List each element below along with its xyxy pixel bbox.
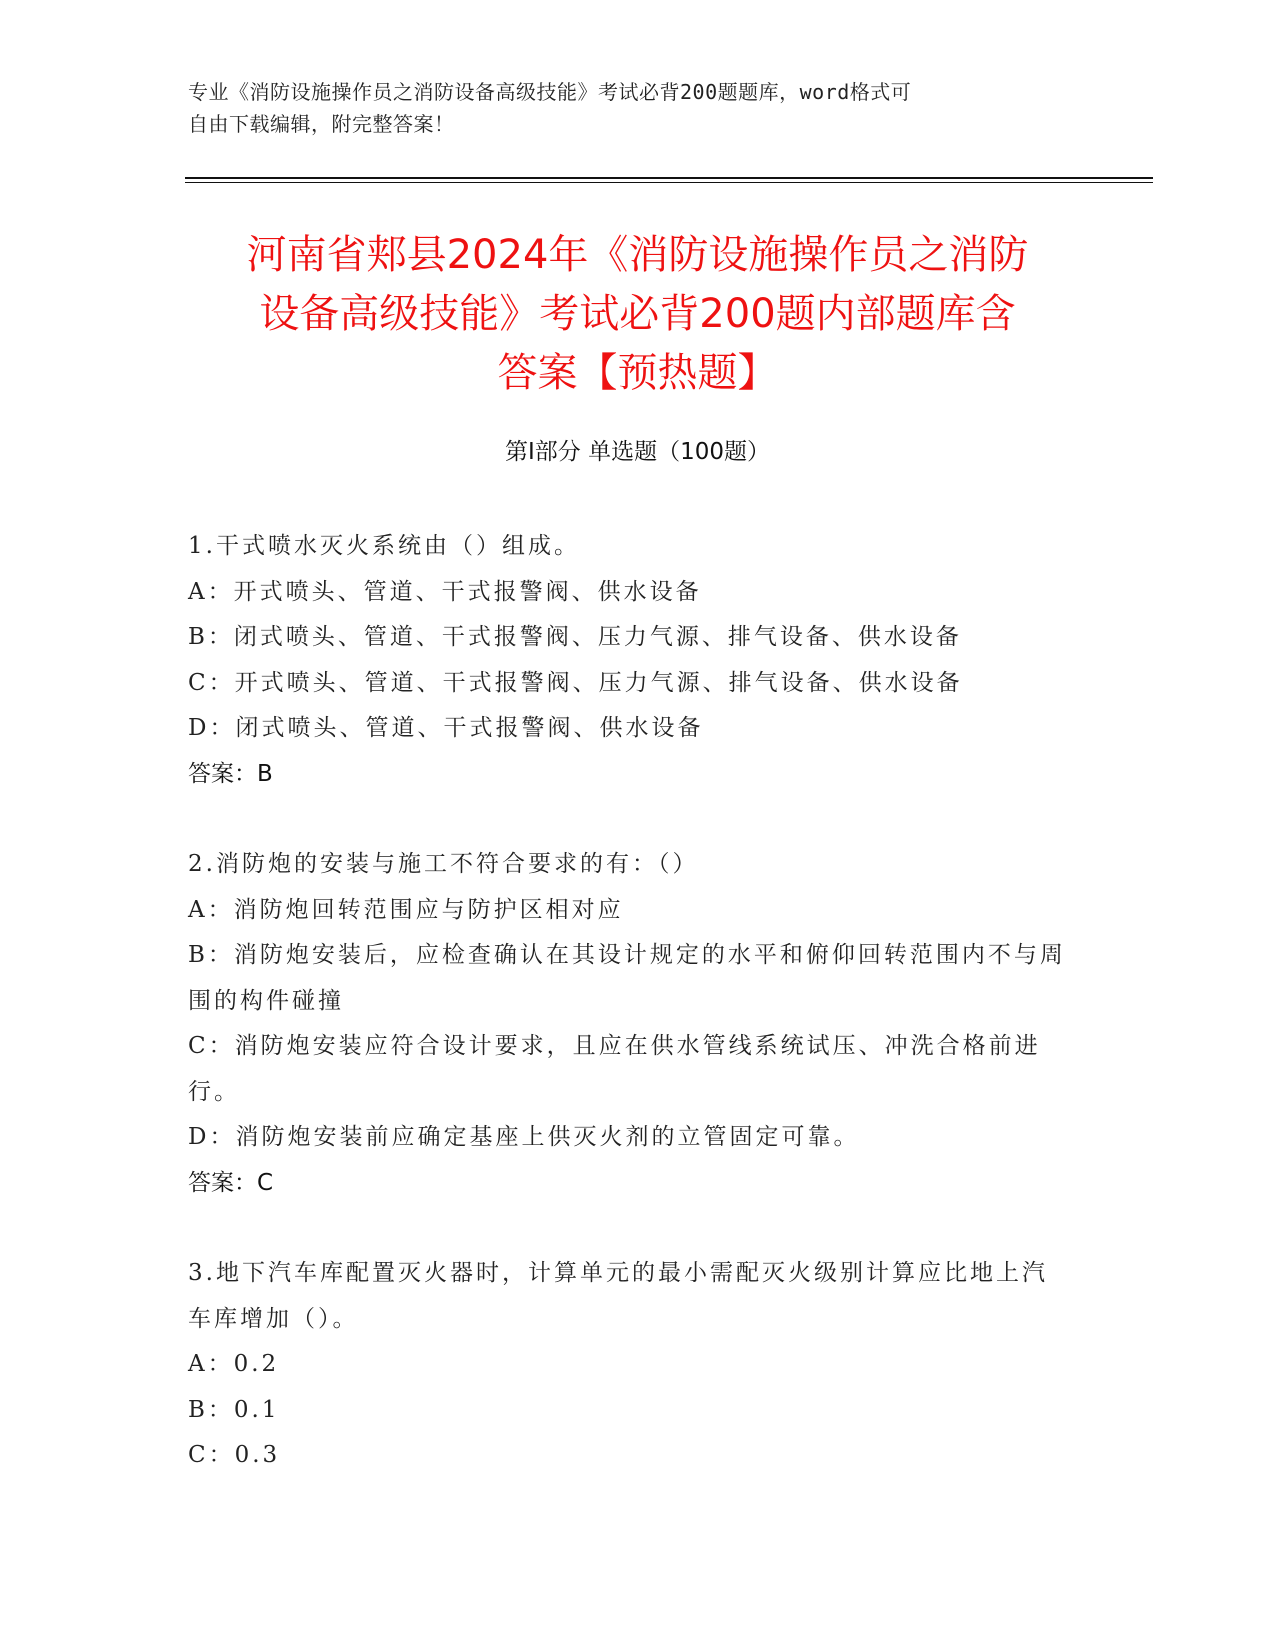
question-answer: 答案：B [188, 760, 273, 787]
section-heading: 第Ⅰ部分 单选题（100题） [505, 439, 770, 465]
question-option: C：消防炮安装应符合设计要求，且应在供水管线系统试压、冲洗合格前进行。 [188, 1033, 1041, 1105]
header-rule-thin [185, 182, 1153, 183]
title-line: 河南省郏县2024年《消防设施操作员之消防 [246, 232, 1029, 278]
question-option: A：0.2 [188, 1351, 280, 1377]
question-option: B：闭式喷头、管道、干式报警阀、压力气源、排气设备、供水设备 [188, 624, 962, 650]
question-option: C：0.3 [188, 1442, 281, 1468]
question-option: B：0.1 [188, 1396, 280, 1423]
title-line: 设备高级技能》考试必背200题内部题库含 [259, 291, 1016, 337]
question-item [188, 1251, 1068, 1479]
title-line: 答案【预热题】 [497, 350, 778, 396]
question-list [188, 524, 1068, 1524]
question-option: C：开式喷头、管道、干式报警阀、压力气源、排气设备、供水设备 [188, 669, 963, 696]
question-option: D：消防炮安装前应确定基座上供灭火剂的立管固定可靠。 [188, 1124, 860, 1150]
question-option: D：闭式喷头、管道、干式报警阀、供水设备 [188, 715, 704, 741]
question-answer: 答案：C [188, 1169, 274, 1196]
header-note-line: 自由下载编辑，附完整答案！ [188, 112, 455, 136]
question-item [188, 524, 1068, 797]
header-rule [185, 177, 1153, 179]
header-note-line: 专业《消防设施操作员之消防设备高级技能》考试必背200题题库，word格式可 [188, 80, 912, 104]
document-title [160, 226, 1115, 403]
header-note [188, 76, 1068, 140]
question-stem: 1.干式喷水灭火系统由（）组成。 [188, 533, 580, 559]
question-option: A：消防炮回转范围应与防护区相对应 [188, 896, 624, 923]
question-item [188, 842, 1068, 1206]
question-stem: 2.消防炮的安装与施工不符合要求的有：（） [188, 851, 699, 877]
question-option: B：消防炮安装后，应检查确认在其设计规定的水平和俯仰回转范围内不与周围的构件碰撞 [188, 942, 1066, 1014]
question-option: A：开式喷头、管道、干式报警阀、供水设备 [188, 578, 702, 605]
question-stem: 3.地下汽车库配置灭火器时，计算单元的最小需配灭火级别计算应比地上汽车库增加（）。 [188, 1260, 1048, 1332]
